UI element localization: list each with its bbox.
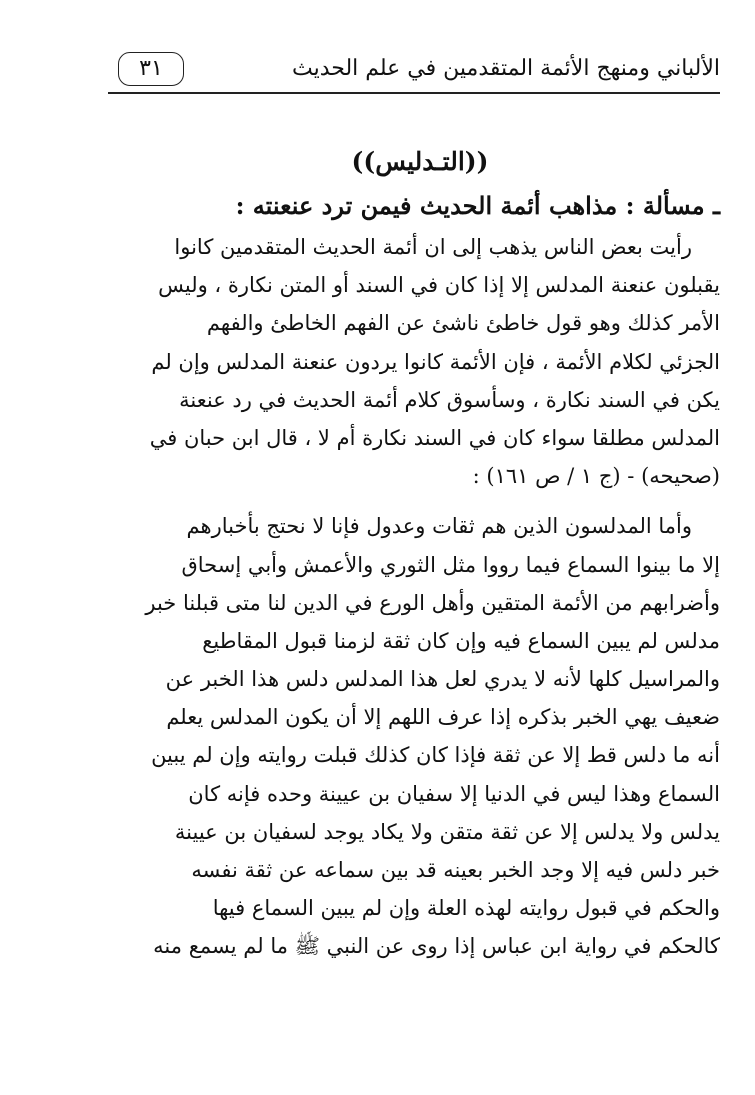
text-line: يكن في السند نكارة ، وسأسوق كلام أئمة الحديث في رد عنعنة [179, 387, 720, 412]
paragraph-1 [120, 228, 720, 495]
text-line: والحكم في قبول روايته لهذه العلة وإن لم يبين السماع فيها [212, 896, 720, 921]
page-number: ٣١ [118, 52, 184, 86]
text-line: أنه ما دلس قط إلا عن ثقة فإذا كان كذلك قبلت روايته وإن لم يبين [151, 743, 720, 768]
section-title: ((التـدليس)) [351, 147, 489, 176]
text-line: إلا ما بينوا السماع فيما رووا مثل الثوري والأعمش وأبي إسحاق [181, 552, 720, 577]
page-header [108, 48, 720, 94]
text-line: وأضرابهم من الأئمة المتقين وأهل الورع في الدين لنا متى قبلنا خبر [145, 590, 720, 615]
question-heading: ـ مسألة : مذاهب أئمة الحديث فيمن ترد عنعنته : [235, 191, 720, 220]
text-line: الأمر كذلك وهو قول خاطئ ناشئ عن الفهم الخاطئ والفهم [206, 311, 720, 336]
text-line: الجزئي لكلام الأئمة ، فإن الأئمة كانوا يردون عنعنة المدلس وإن لم [151, 349, 720, 374]
text-line: رأيت بعض الناس يذهب إلى ان أئمة الحديث المتقدمين كانوا [174, 235, 692, 259]
page-body [120, 140, 720, 966]
text-line: مدلس لم يبين السماع فيه وإن كان ثقة لزمنا قبول المقاطيع [202, 628, 720, 653]
running-title: الألباني ومنهج الأئمة المتقدمين في علم الحديث [291, 56, 720, 81]
text-line: السماع وهذا ليس في الدنيا إلا سفيان بن عيينة وحده فإنه كان [188, 781, 720, 806]
text-line: وأما المدلسون الذين هم ثقات وعدول فإنا لا نحتج بأخبارهم [186, 514, 692, 539]
text-line: خبر دلس فيه إلا وجد الخبر بعينه قد بين سماعه عن ثقة نفسه [191, 858, 720, 882]
text-line: كالحكم في رواية ابن عباس إذا روى عن النبي ﷺ ما لم يسمع منه [153, 934, 720, 959]
text-line: والمراسيل كلها لأنه لا يدري لعل هذا المدلس دلس هذا الخبر عن [165, 667, 720, 692]
text-line: (صحيحه) - (ج ١ / ص ١٦١) : [472, 464, 720, 489]
text-line: المدلس مطلقا سواء كان في السند نكارة أم لا ، قال ابن حبان في [149, 425, 720, 450]
paragraph-2-quote [120, 507, 720, 965]
text-line: يقبلون عنعنة المدلس إلا إذا كان في السند أو المتن نكارة ، وليس [158, 273, 720, 298]
text-line: يدلس ولا يدلس إلا عن ثقة متقن ولا يكاد يوجد لسفيان بن عيينة [174, 819, 720, 844]
text-line: ضعيف يهي الخبر بذكره إذا عرف اللهم إلا أن يكون المدلس يعلم [166, 705, 720, 730]
